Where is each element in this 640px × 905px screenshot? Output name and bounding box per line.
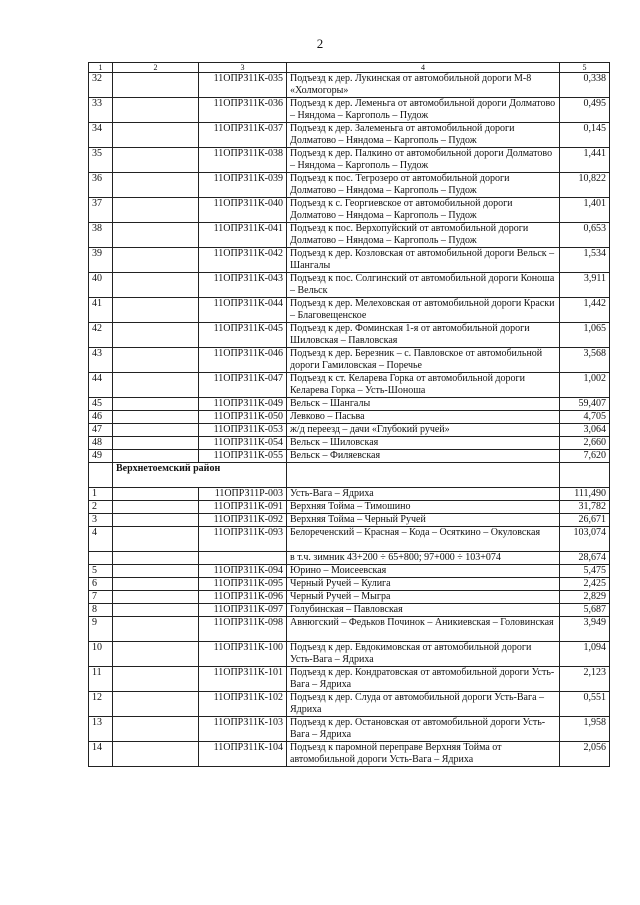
- road-length: 2,123: [560, 667, 610, 692]
- empty-cell: [199, 552, 287, 565]
- road-code: 11ОПРЗ11К-091: [199, 501, 287, 514]
- road-length: 1,401: [560, 198, 610, 223]
- road-length: 4,705: [560, 411, 610, 424]
- road-name: Подъезд к дер. Лукинская от автомобильной дороги М-8 «Холмогоры»: [287, 73, 560, 98]
- road-name: Подъезд к с. Георгиевское от автомобильной дороги Долматово – Няндома – Каргополь – Пудож: [287, 198, 560, 223]
- road-code: 11ОПРЗ11К-037: [199, 123, 287, 148]
- road-code: 11ОПРЗ11К-042: [199, 248, 287, 273]
- road-code: 11ОПРЗ11К-092: [199, 514, 287, 527]
- row-number: 14: [89, 742, 113, 767]
- column-header-row: [89, 63, 610, 73]
- row-number: 42: [89, 323, 113, 348]
- row-number: 35: [89, 148, 113, 173]
- road-length: 0,495: [560, 98, 610, 123]
- empty-cell: [113, 501, 199, 514]
- empty-cell: [113, 348, 199, 373]
- road-length: 1,065: [560, 323, 610, 348]
- table-row: [89, 273, 610, 298]
- empty-cell: [113, 692, 199, 717]
- table-row: [89, 552, 610, 565]
- row-number: 45: [89, 398, 113, 411]
- empty-cell: [89, 463, 113, 488]
- empty-cell: [113, 604, 199, 617]
- empty-cell: [287, 463, 560, 488]
- road-name: Подъезд к пос. Солгинский от автомобильной дороги Коноша – Вельск: [287, 273, 560, 298]
- district-name: Верхнетоемский район: [113, 463, 287, 488]
- empty-cell: [113, 488, 199, 501]
- row-number: 8: [89, 604, 113, 617]
- table-row: [89, 298, 610, 323]
- road-code: 11ОПРЗ11К-100: [199, 642, 287, 667]
- table-row: [89, 248, 610, 273]
- table-row: [89, 223, 610, 248]
- empty-cell: [113, 73, 199, 98]
- empty-cell: [113, 173, 199, 198]
- empty-cell: [113, 373, 199, 398]
- empty-cell: [113, 273, 199, 298]
- table-row: [89, 198, 610, 223]
- road-subsection-name: в т.ч. зимник 43+200 ÷ 65+800; 97+000 ÷ 103+074: [287, 552, 560, 565]
- road-name: Подъезд к дер. Остановская от автомобильной дороги Усть-Вага – Ядриха: [287, 717, 560, 742]
- road-length: 3,064: [560, 424, 610, 437]
- road-code: 11ОПРЗ11К-097: [199, 604, 287, 617]
- road-name: Верхняя Тойма – Тимошино: [287, 501, 560, 514]
- road-length: 103,074: [560, 527, 610, 552]
- road-length: 1,441: [560, 148, 610, 173]
- road-code: 11ОПРЗ11К-102: [199, 692, 287, 717]
- road-code: 11ОПРЗ11К-101: [199, 667, 287, 692]
- roads-table: [88, 62, 610, 767]
- road-code: 11ОПРЗ11К-103: [199, 717, 287, 742]
- row-number: 4: [89, 527, 113, 552]
- empty-cell: [113, 198, 199, 223]
- table-row: [89, 373, 610, 398]
- road-name: Подъезд к дер. Евдокимовская от автомобильной дороги Усть-Вага – Ядриха: [287, 642, 560, 667]
- empty-cell: [113, 437, 199, 450]
- table-row: [89, 123, 610, 148]
- road-name: Подъезд к ст. Келарева Горка от автомобильной дороги Келарева Горка – Усть-Шоноша: [287, 373, 560, 398]
- row-number: 11: [89, 667, 113, 692]
- page-number: 2: [316, 36, 324, 51]
- road-name: ж/д переезд – дачи «Глубокий ручей»: [287, 424, 560, 437]
- row-number: 49: [89, 450, 113, 463]
- table-row: [89, 591, 610, 604]
- road-length: 5,475: [560, 565, 610, 578]
- row-number: 40: [89, 273, 113, 298]
- column-header: 1: [89, 63, 113, 73]
- road-length: 2,829: [560, 591, 610, 604]
- table-row: [89, 642, 610, 667]
- table-row: [89, 617, 610, 642]
- district-row: [89, 463, 610, 488]
- row-number: 12: [89, 692, 113, 717]
- row-number: 39: [89, 248, 113, 273]
- table-row: [89, 527, 610, 552]
- empty-cell: [113, 578, 199, 591]
- road-length: 3,949: [560, 617, 610, 642]
- row-number: 46: [89, 411, 113, 424]
- road-name: Голубинская – Павловская: [287, 604, 560, 617]
- road-name: Подъезд к дер. Залеменьга от автомобильной дороги Долматово – Няндома – Каргополь – Пудож: [287, 123, 560, 148]
- empty-cell: [113, 514, 199, 527]
- road-code: 11ОПРЗ11К-045: [199, 323, 287, 348]
- road-length: 1,002: [560, 373, 610, 398]
- road-name: Подъезд к пос. Верхопуйский от автомобильной дороги Долматово – Няндома – Каргополь – Пудож: [287, 223, 560, 248]
- table-row: [89, 565, 610, 578]
- empty-cell: [113, 552, 199, 565]
- road-code: 11ОПРЗ11К-043: [199, 273, 287, 298]
- road-name: Вельск – Шиловская: [287, 437, 560, 450]
- road-name: Подъезд к дер. Козловская от автомобильной дороги Вельск – Шангалы: [287, 248, 560, 273]
- road-code: 11ОПРЗ11К-094: [199, 565, 287, 578]
- road-name: Вельск – Филяевская: [287, 450, 560, 463]
- road-code: 11ОПРЗ11Р-003: [199, 488, 287, 501]
- table-row: [89, 424, 610, 437]
- empty-cell: [113, 424, 199, 437]
- road-code: 11ОПРЗ11К-053: [199, 424, 287, 437]
- empty-cell: [560, 463, 610, 488]
- table-row: [89, 323, 610, 348]
- table-row: [89, 742, 610, 767]
- empty-cell: [113, 398, 199, 411]
- table-row: [89, 717, 610, 742]
- road-length: 1,534: [560, 248, 610, 273]
- column-header: 3: [199, 63, 287, 73]
- row-number: 32: [89, 73, 113, 98]
- road-code: 11ОПРЗ11К-049: [199, 398, 287, 411]
- empty-cell: [113, 223, 199, 248]
- road-name: Подъезд к дер. Леменьга от автомобильной дороги Долматово – Няндома – Каргополь – Пудож: [287, 98, 560, 123]
- road-length: 31,782: [560, 501, 610, 514]
- row-number: 1: [89, 488, 113, 501]
- row-number: 3: [89, 514, 113, 527]
- road-name: Подъезд к дер. Мелеховская от автомобильной дороги Краски – Благовещенское: [287, 298, 560, 323]
- road-length: 59,407: [560, 398, 610, 411]
- road-length: 1,442: [560, 298, 610, 323]
- road-code: 11ОПРЗ11К-096: [199, 591, 287, 604]
- empty-cell: [113, 527, 199, 552]
- column-header: 2: [113, 63, 199, 73]
- road-length: 0,653: [560, 223, 610, 248]
- road-subsection-length: 28,674: [560, 552, 610, 565]
- table-row: [89, 514, 610, 527]
- road-length: 10,822: [560, 173, 610, 198]
- table-row: [89, 578, 610, 591]
- row-number: 10: [89, 642, 113, 667]
- road-length: 2,056: [560, 742, 610, 767]
- row-number: 44: [89, 373, 113, 398]
- empty-cell: [113, 565, 199, 578]
- road-length: 2,660: [560, 437, 610, 450]
- table-row: [89, 173, 610, 198]
- road-length: 2,425: [560, 578, 610, 591]
- road-name: Подъезд к дер. Кондратовская от автомобильной дороги Усть-Вага – Ядриха: [287, 667, 560, 692]
- empty-cell: [113, 450, 199, 463]
- road-code: 11ОПРЗ11К-093: [199, 527, 287, 552]
- empty-cell: [113, 298, 199, 323]
- road-code: 11ОПРЗ11К-050: [199, 411, 287, 424]
- road-name: Левково – Пасьва: [287, 411, 560, 424]
- road-code: 11ОПРЗ11К-035: [199, 73, 287, 98]
- table-row: [89, 98, 610, 123]
- empty-cell: [113, 98, 199, 123]
- empty-cell: [113, 667, 199, 692]
- row-number: 48: [89, 437, 113, 450]
- row-number: 43: [89, 348, 113, 373]
- table-row: [89, 692, 610, 717]
- row-number: 7: [89, 591, 113, 604]
- road-length: 0,551: [560, 692, 610, 717]
- road-name: Верхняя Тойма – Черный Ручей: [287, 514, 560, 527]
- road-name: Авнюгский – Федьков Починок – Аникиевская – Головинская: [287, 617, 560, 642]
- table-row: [89, 73, 610, 98]
- road-code: 11ОПРЗ11К-098: [199, 617, 287, 642]
- road-length: 5,687: [560, 604, 610, 617]
- road-name: Подъезд к дер. Слуда от автомобильной дороги Усть-Вага – Ядриха: [287, 692, 560, 717]
- row-number: 36: [89, 173, 113, 198]
- empty-cell: [113, 323, 199, 348]
- table-row: [89, 411, 610, 424]
- empty-cell: [113, 148, 199, 173]
- road-code: 11ОПРЗ11К-104: [199, 742, 287, 767]
- table-row: [89, 148, 610, 173]
- road-code: 11ОПРЗ11К-039: [199, 173, 287, 198]
- road-code: 11ОПРЗ11К-040: [199, 198, 287, 223]
- road-length: 1,958: [560, 717, 610, 742]
- table-row: [89, 398, 610, 411]
- road-code: 11ОПРЗ11К-041: [199, 223, 287, 248]
- empty-cell: [113, 123, 199, 148]
- empty-cell: [113, 591, 199, 604]
- column-header: 4: [287, 63, 560, 73]
- road-name: Подъезд к дер. Фоминская 1-я от автомобильной дороги Шиловская – Павловская: [287, 323, 560, 348]
- road-name: Подъезд к дер. Березник – с. Павловское от автомобильной дороги Гамиловская – Поречье: [287, 348, 560, 373]
- row-number: 41: [89, 298, 113, 323]
- table-row: [89, 667, 610, 692]
- road-length: 111,490: [560, 488, 610, 501]
- road-length: 7,620: [560, 450, 610, 463]
- empty-cell: [113, 411, 199, 424]
- row-number: 34: [89, 123, 113, 148]
- row-number: 37: [89, 198, 113, 223]
- road-name: Подъезд к паромной переправе Верхняя Тойма от автомобильной дороги Усть-Вага – Ядриха: [287, 742, 560, 767]
- row-number: 2: [89, 501, 113, 514]
- road-name: Усть-Вага – Ядриха: [287, 488, 560, 501]
- row-number: 13: [89, 717, 113, 742]
- road-name: Черный Ручей – Кулига: [287, 578, 560, 591]
- empty-cell: [113, 617, 199, 642]
- road-length: 3,911: [560, 273, 610, 298]
- road-name: Юрино – Моисеевская: [287, 565, 560, 578]
- road-code: 11ОПРЗ11К-095: [199, 578, 287, 591]
- road-length: 0,338: [560, 73, 610, 98]
- table-row: [89, 501, 610, 514]
- row-number: 9: [89, 617, 113, 642]
- road-code: 11ОПРЗ11К-054: [199, 437, 287, 450]
- empty-cell: [113, 248, 199, 273]
- road-name: Вельск – Шангалы: [287, 398, 560, 411]
- road-code: 11ОПРЗ11К-038: [199, 148, 287, 173]
- table-row: [89, 450, 610, 463]
- empty-cell: [113, 717, 199, 742]
- row-number: 47: [89, 424, 113, 437]
- empty-cell: [89, 552, 113, 565]
- road-length: 3,568: [560, 348, 610, 373]
- empty-cell: [113, 742, 199, 767]
- road-code: 11ОПРЗ11К-036: [199, 98, 287, 123]
- road-code: 11ОПРЗ11К-044: [199, 298, 287, 323]
- row-number: 33: [89, 98, 113, 123]
- road-name: Подъезд к дер. Палкино от автомобильной дороги Долматово – Няндома – Каргополь – Пудож: [287, 148, 560, 173]
- row-number: 6: [89, 578, 113, 591]
- road-name: Подъезд к пос. Тегрозеро от автомобильной дороги Долматово – Няндома – Каргополь – Пудож: [287, 173, 560, 198]
- road-length: 1,094: [560, 642, 610, 667]
- row-number: 5: [89, 565, 113, 578]
- column-header: 5: [560, 63, 610, 73]
- road-length: 0,145: [560, 123, 610, 148]
- table-row: [89, 488, 610, 501]
- road-length: 26,671: [560, 514, 610, 527]
- table-row: [89, 348, 610, 373]
- empty-cell: [113, 642, 199, 667]
- table-row: [89, 437, 610, 450]
- road-name: Черный Ручей – Мыгра: [287, 591, 560, 604]
- row-number: 38: [89, 223, 113, 248]
- road-name: Белореченский – Красная – Кода – Осяткино – Окуловская: [287, 527, 560, 552]
- road-code: 11ОПРЗ11К-055: [199, 450, 287, 463]
- table-row: [89, 604, 610, 617]
- road-code: 11ОПРЗ11К-047: [199, 373, 287, 398]
- road-code: 11ОПРЗ11К-046: [199, 348, 287, 373]
